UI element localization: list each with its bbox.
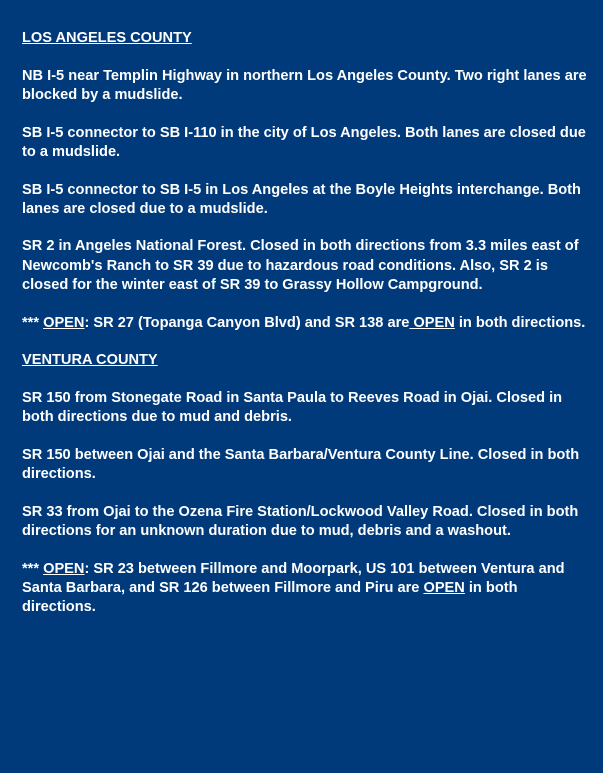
la-open-note-prefix: ***	[22, 314, 44, 331]
ventura-open-note-prefix: ***	[22, 560, 44, 577]
la-open-note-text-2: in both directions.	[454, 314, 586, 331]
la-open-label-2: OPEN	[409, 314, 455, 331]
ventura-closure-item-2: SR 150 between Ojai and the Santa Barbara/Ventura County Line. Closed in both directions.	[22, 446, 580, 483]
ventura-open-note-text-1: : SR 23 between Fillmore and Moorpark, US 101 between Ventura and Santa Barbara, and SR 126 between Fillmore and Piru are	[22, 560, 565, 596]
la-closure-item-1: NB I-5 near Templin Highway in northern Los Angeles County. Two right lanes are blocked by a mudslide.	[22, 67, 587, 103]
la-closure-item-3: SB I-5 connector to SB I-5 in Los Angeles at the Boyle Heights interchange. Both lanes are closed due to a mudslide.	[22, 181, 581, 217]
ventura-open-label: OPEN	[43, 560, 85, 577]
la-open-note	[22, 314, 587, 333]
road-closures-notice	[22, 29, 587, 636]
ventura-closure-item-3: SR 33 from Ojai to the Ozena Fire Station/Lockwood Valley Road. Closed in both directions for an unknown duration due to mud, debris and a washout.	[22, 503, 579, 539]
la-closure-item-4: SR 2 in Angeles National Forest. Closed in both directions from 3.3 miles east of Newcomb's Ranch to SR 39 due to hazardous road conditions. Also, SR 2 is closed for the winter east of SR 39 to Grassy Hollow Campground.	[22, 238, 579, 293]
ventura-open-label-2: OPEN	[423, 579, 465, 596]
la-open-note-text-1: : SR 27 (Topanga Canyon Blvd) and SR 138 are	[84, 314, 410, 331]
ventura-closure-item-1: SR 150 from Stonegate Road in Santa Paula to Reeves Road in Ojai. Closed in both directions due to mud and debris.	[22, 389, 563, 426]
ventura-open-note	[22, 560, 587, 618]
ventura-open-note-text-2: in both directions.	[22, 579, 518, 616]
ventura-county-heading: VENTURA COUNTY	[22, 352, 158, 369]
la-closure-item-2: SB I-5 connector to SB I-110 in the city of Los Angeles. Both lanes are closed due to a mudslide.	[22, 124, 586, 160]
la-open-label: OPEN	[43, 314, 85, 331]
la-county-heading: LOS ANGELES COUNTY	[22, 30, 192, 46]
